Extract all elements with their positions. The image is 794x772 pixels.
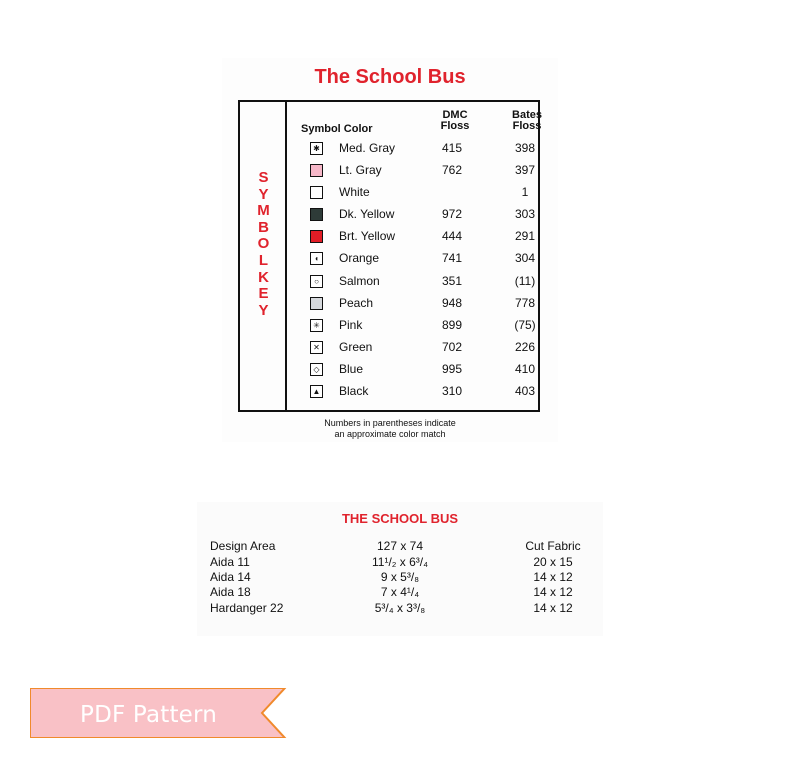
dmc-header-line: Floss xyxy=(440,120,470,132)
symbol-swatch: ✱ xyxy=(310,142,323,155)
side-letter: Y xyxy=(258,301,269,319)
table-row xyxy=(310,360,538,378)
bates-number: 304 xyxy=(514,251,536,265)
bates-header-line: Bates xyxy=(512,109,542,121)
cut-fabric-size: Cut Fabric xyxy=(525,539,581,553)
symbol-swatch xyxy=(310,208,323,221)
side-letter: M xyxy=(257,202,270,220)
symbol-color-header: Symbol Color xyxy=(301,123,373,135)
color-name: Lt. Gray xyxy=(339,163,382,177)
symbol-swatch: ✕ xyxy=(310,341,323,354)
bates-number: (75) xyxy=(514,318,536,332)
pattern-title: The School Bus xyxy=(314,66,466,88)
bates-number: 403 xyxy=(514,384,536,398)
dmc-number: 702 xyxy=(441,340,463,354)
cut-fabric-size: 20 x 15 xyxy=(533,555,573,569)
table-row xyxy=(310,139,538,157)
bates-number: (11) xyxy=(514,274,536,288)
table-row xyxy=(210,585,590,600)
table-row xyxy=(310,249,538,267)
table-row xyxy=(210,570,590,585)
footnote-line: an approximate color match xyxy=(334,429,446,439)
design-size-title: THE SCHOOL BUS xyxy=(341,511,459,526)
design-dimensions: 127 x 74 xyxy=(376,539,424,553)
color-name: Pink xyxy=(339,318,363,332)
table-row xyxy=(310,183,538,201)
fabric-label: Aida 14 xyxy=(210,570,251,584)
bates-number: 226 xyxy=(514,340,536,354)
bates-number: 1 xyxy=(521,185,529,199)
bates-number: 778 xyxy=(514,296,536,310)
color-name: Med. Gray xyxy=(339,141,396,155)
table-row xyxy=(210,601,590,616)
dmc-header-line: DMC xyxy=(442,109,468,121)
table-row xyxy=(310,205,538,223)
dmc-floss-header xyxy=(430,110,480,132)
dmc-number: 948 xyxy=(441,296,463,310)
dmc-number: 995 xyxy=(441,362,463,376)
footnote xyxy=(222,418,558,440)
cut-fabric-size: 14 x 12 xyxy=(533,570,573,584)
fabric-label: Design Area xyxy=(210,539,276,553)
table-row xyxy=(310,382,538,400)
bates-number: 398 xyxy=(514,141,536,155)
bates-header-line: Floss xyxy=(512,120,542,132)
symbol-key-table xyxy=(238,100,540,412)
symbol-swatch: ▲ xyxy=(310,385,323,398)
side-letter: K xyxy=(258,268,269,286)
table-row xyxy=(210,539,590,554)
color-name: Brt. Yellow xyxy=(339,229,396,243)
bates-number: 397 xyxy=(514,163,536,177)
cut-fabric-size: 14 x 12 xyxy=(533,601,573,615)
bates-number: 303 xyxy=(514,207,536,221)
side-letter: Y xyxy=(258,185,269,203)
design-dimensions: 5³/₄ x 3³/₈ xyxy=(374,601,426,615)
symbol-swatch xyxy=(310,297,323,310)
dmc-number: 899 xyxy=(441,318,463,332)
side-letter: L xyxy=(258,251,269,269)
symbol-swatch xyxy=(310,186,323,199)
symbol-key-panel xyxy=(222,58,558,442)
color-name: Green xyxy=(339,340,373,354)
table-row xyxy=(310,227,538,245)
design-dimensions: 11¹/₂ x 6³/₄ xyxy=(371,555,428,569)
ribbon-label: PDF Pattern xyxy=(80,702,218,728)
bates-number: 410 xyxy=(514,362,536,376)
table-row xyxy=(210,555,590,570)
design-dimensions: 7 x 4¹/₄ xyxy=(380,585,420,599)
symbol-swatch xyxy=(310,230,323,243)
color-name: Dk. Yellow xyxy=(339,207,395,221)
color-name: White xyxy=(339,185,370,199)
cut-fabric-size: 14 x 12 xyxy=(533,585,573,599)
symbol-swatch xyxy=(310,164,323,177)
fabric-label: Aida 18 xyxy=(210,585,251,599)
bates-floss-header xyxy=(502,110,552,132)
side-letter: E xyxy=(258,285,269,303)
table-row xyxy=(310,316,538,334)
dmc-number: 741 xyxy=(441,251,463,265)
color-name: Salmon xyxy=(339,274,380,288)
design-size-panel xyxy=(197,502,603,636)
dmc-number: 762 xyxy=(441,163,463,177)
color-name: Orange xyxy=(339,251,380,265)
side-letter: B xyxy=(258,218,269,236)
color-name: Black xyxy=(339,384,369,398)
symbol-swatch: ◇ xyxy=(310,363,323,376)
dmc-number: 310 xyxy=(441,384,463,398)
symbol-swatch: ○ xyxy=(310,275,323,288)
table-row xyxy=(310,161,538,179)
table-row xyxy=(310,294,538,312)
design-dimensions: 9 x 5³/₈ xyxy=(380,570,420,584)
symbol-swatch: ◖ xyxy=(310,252,323,265)
fabric-label: Aida 11 xyxy=(210,555,250,569)
color-name: Peach xyxy=(339,296,374,310)
symbol-swatch: ✳ xyxy=(310,319,323,332)
side-letter: O xyxy=(257,235,270,253)
table-row xyxy=(310,338,538,356)
fabric-label: Hardanger 22 xyxy=(210,601,284,615)
bates-number: 291 xyxy=(514,229,536,243)
symbol-key-vertical-label xyxy=(240,170,287,319)
symbol-key-side-column xyxy=(240,102,287,410)
table-row xyxy=(310,272,538,290)
color-name: Blue xyxy=(339,362,364,376)
pdf-pattern-ribbon xyxy=(30,688,290,738)
dmc-number: 444 xyxy=(441,229,463,243)
dmc-number: 351 xyxy=(441,274,463,288)
footnote-line: Numbers in parentheses indicate xyxy=(324,418,456,428)
dmc-number: 415 xyxy=(441,141,463,155)
dmc-number: 972 xyxy=(441,207,463,221)
side-letter: S xyxy=(258,169,269,186)
